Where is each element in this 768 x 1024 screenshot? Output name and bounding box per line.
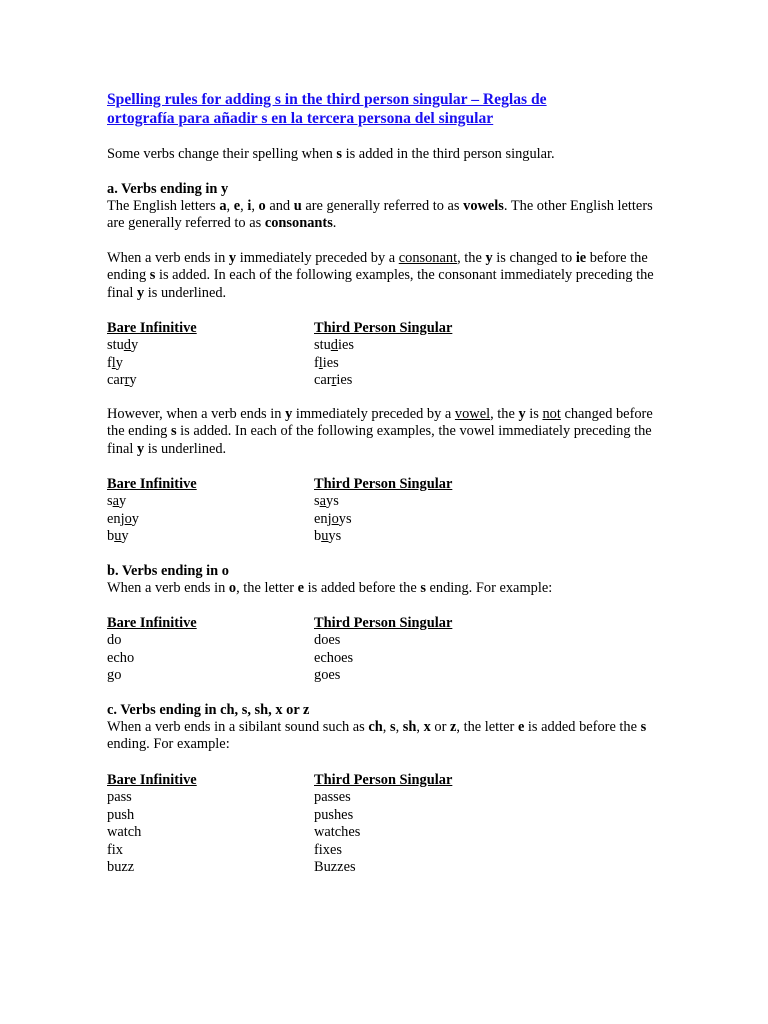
column-header-bare: Bare Infinitive	[107, 615, 197, 631]
table-row	[107, 807, 567, 824]
table-verbs-ending-y-consonant	[107, 320, 567, 390]
table-header	[107, 772, 567, 789]
bare-infinitive-cell: echo	[107, 649, 135, 666]
column-header-third: Third Person Singular	[314, 476, 453, 492]
column-header-bare: Bare Infinitive	[107, 320, 197, 336]
table-header	[107, 320, 567, 337]
table-row	[107, 789, 567, 806]
bare-infinitive-cell: buy	[107, 528, 129, 545]
third-person-cell: pushes	[314, 806, 354, 823]
intro-paragraph: Some verbs change their spelling when s is added in the third person singular.	[107, 146, 555, 162]
table-row	[107, 667, 567, 684]
section-c-paragraph: When a verb ends in a sibilant sound such as ch, s, sh, x or z, the letter e is added before the s ending. For example:	[107, 719, 647, 753]
bare-infinitive-cell: enjoy	[107, 510, 139, 527]
third-person-cell: buys	[314, 528, 342, 545]
bare-infinitive-cell: buzz	[107, 858, 135, 875]
third-person-cell: studies	[314, 337, 354, 354]
section-b-heading: b. Verbs ending in o	[107, 563, 229, 579]
table-row	[107, 493, 567, 510]
third-person-cell: flies	[314, 354, 339, 371]
table-verbs-ending-y-vowel	[107, 476, 567, 546]
table-row	[107, 859, 567, 876]
section-a-heading: a. Verbs ending in y	[107, 181, 229, 197]
third-person-cell: carries	[314, 372, 353, 389]
section-a-paragraph-2: When a verb ends in y immediately preceded by a consonant, the y is changed to ie before the ending s is added. In each of the following examples, the consonant immediately preceding the final y is underlined.	[107, 250, 654, 301]
table-row	[107, 511, 567, 528]
third-person-cell: echoes	[314, 649, 354, 666]
column-header-third: Third Person Singular	[314, 320, 453, 336]
bare-infinitive-cell: say	[107, 493, 127, 510]
third-person-cell: passes	[314, 789, 351, 806]
table-row	[107, 824, 567, 841]
bare-infinitive-cell: fly	[107, 354, 123, 371]
bare-infinitive-cell: carry	[107, 372, 137, 389]
page-title[interactable]	[107, 90, 667, 128]
third-person-cell: fixes	[314, 841, 342, 858]
table-row	[107, 372, 567, 389]
bare-infinitive-cell: pass	[107, 789, 132, 806]
section-a-paragraph-3: However, when a verb ends in y immediately preceded by a vowel, the y is not changed before the ending s is added. In each of the following examples, the vowel immediately preceding the final y is underlined.	[107, 406, 653, 457]
third-person-cell: enjoys	[314, 510, 352, 527]
third-person-cell: goes	[314, 667, 341, 684]
table-verbs-ending-sibilant	[107, 772, 567, 876]
bare-infinitive-cell: go	[107, 667, 122, 684]
table-verbs-ending-o	[107, 615, 567, 685]
bare-infinitive-cell: do	[107, 632, 122, 649]
table-row	[107, 632, 567, 649]
bare-infinitive-cell: push	[107, 806, 135, 823]
title-line-1[interactable]: Spelling rules for adding s in the third person singular – Reglas de	[107, 91, 547, 108]
table-header	[107, 615, 567, 632]
section-c-heading: c. Verbs ending in ch, s, sh, x or z	[107, 702, 310, 718]
table-row	[107, 355, 567, 372]
bare-infinitive-cell: study	[107, 337, 139, 354]
title-line-2[interactable]: ortografía para añadir s en la tercera persona del singular	[107, 110, 494, 127]
third-person-cell: watches	[314, 824, 361, 841]
column-header-bare: Bare Infinitive	[107, 476, 197, 492]
bare-infinitive-cell: fix	[107, 841, 123, 858]
table-row	[107, 337, 567, 354]
column-header-third: Third Person Singular	[314, 772, 453, 788]
section-b-paragraph: When a verb ends in o, the letter e is added before the s ending. For example:	[107, 580, 553, 596]
table-header	[107, 476, 567, 493]
column-header-third: Third Person Singular	[314, 615, 453, 631]
table-row	[107, 842, 567, 859]
section-a-paragraph-1: The English letters a, e, i, o and u are generally referred to as vowels. The other English letters are generally referred to as consonants.	[107, 198, 653, 232]
table-row	[107, 650, 567, 667]
column-header-bare: Bare Infinitive	[107, 772, 197, 788]
table-row	[107, 528, 567, 545]
bare-infinitive-cell: watch	[107, 824, 142, 841]
third-person-cell: Buzzes	[314, 858, 356, 875]
third-person-cell: does	[314, 632, 341, 649]
third-person-cell: says	[314, 493, 339, 510]
